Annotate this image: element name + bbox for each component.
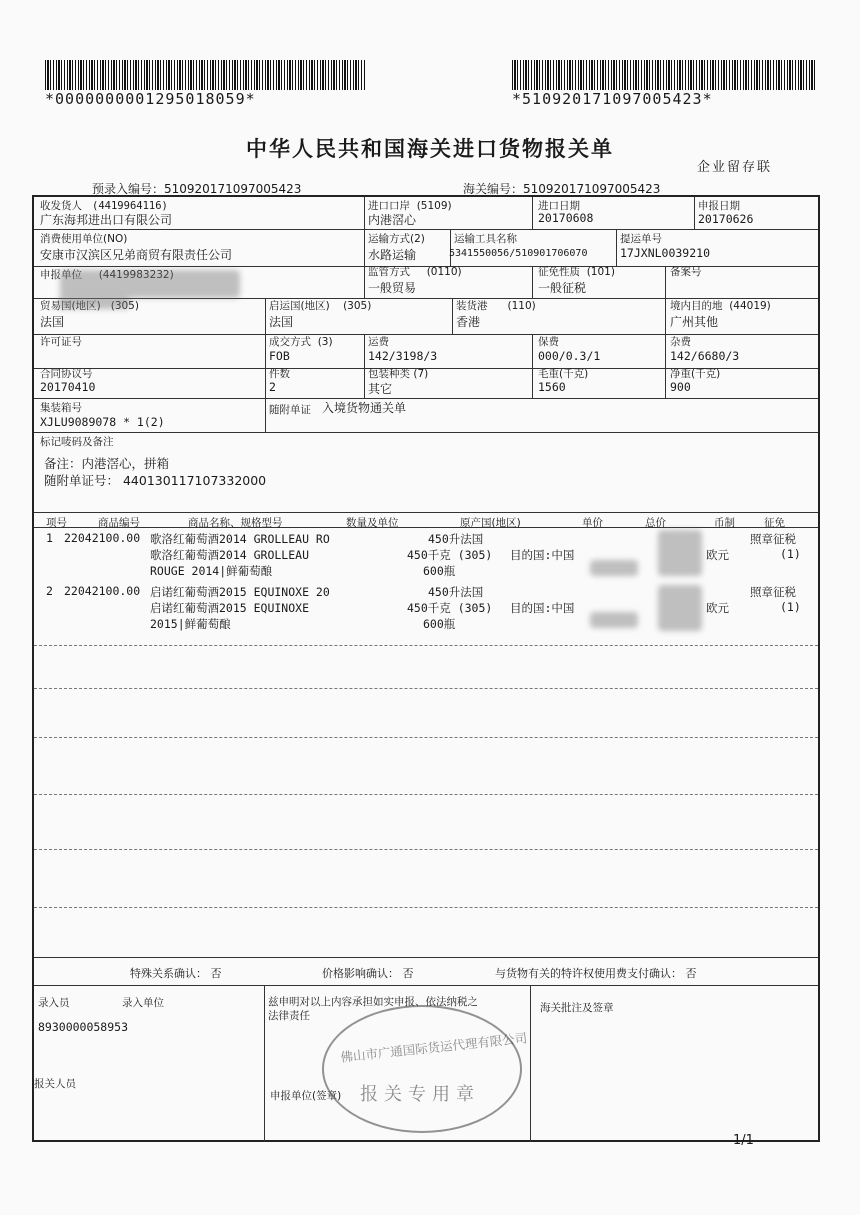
statement-line1: 兹申明对以上内容承担如实申报、依法纳税之: [268, 996, 478, 1008]
goods-1-tax-code: (1): [780, 547, 801, 561]
goods-2-tax: 照章征税: [750, 585, 796, 599]
redacted-goods-2-price: [590, 612, 638, 628]
special-relation-confirm: 特殊关系确认： 否: [130, 967, 222, 980]
goods-2-tax-code: (1): [780, 600, 801, 614]
trade-terms-label: 成交方式 (3): [269, 336, 333, 348]
tax-nature-value: 一般征税: [538, 281, 587, 295]
customs-sign-label: 海关批注及签章: [540, 1002, 614, 1014]
goods-1-qty1: 450升法国: [428, 532, 484, 546]
goods-1-name2: 歌洛红葡萄酒2014 GROLLEAU: [150, 548, 310, 562]
goods-header-origin: 原产国(地区): [460, 517, 521, 529]
destination-label: 境内目的地 (44019): [670, 300, 771, 312]
package-type-label: 包装种类 (7): [368, 368, 429, 380]
import-date-value: 20170608: [538, 211, 594, 225]
price-influence-confirm: 价格影响确认： 否: [322, 967, 414, 980]
bill-no-value: 17JXNL0039210: [620, 246, 711, 260]
goods-header-code: 商品编号: [98, 517, 140, 529]
departure-country-label: 启运国(地区) (305): [269, 300, 372, 312]
goods-header-no: 项号: [46, 517, 67, 529]
barcode-right-number: *510920171097005423*: [512, 90, 713, 108]
goods-header-tax: 征免: [764, 517, 785, 529]
declarant-label: 报关人员: [34, 1078, 76, 1090]
misc-fee-label: 杂费: [670, 336, 691, 348]
attached-docs-label: 随附单证: [269, 404, 311, 416]
packages-value: 2: [269, 380, 276, 394]
attached-docs-value: 入境货物通关单: [322, 401, 407, 415]
page-number: 1/1: [733, 1133, 754, 1148]
origin-country-label: 贸易国(地区) (305): [40, 300, 139, 312]
entry-number: 8930000058953: [38, 1020, 129, 1034]
entry-unit-label: 录入单位: [122, 997, 164, 1009]
entry-person-label: 录入员: [38, 997, 70, 1009]
goods-header-total: 总价: [645, 517, 666, 529]
royalty-confirm: 与货物有关的特许权使用费支付确认： 否: [495, 967, 697, 980]
barcode-left-number: *0000000001295018059*: [45, 90, 256, 108]
goods-1-qty3: 600瓶: [423, 564, 456, 578]
record-no-label: 备案号: [670, 266, 702, 278]
insurance-value: 000/0.3/1: [538, 349, 601, 363]
marks-remark: 备注：内港滘心，拼箱: [44, 456, 170, 471]
document-title: 中华人民共和国海关进口货物报关单: [246, 137, 614, 161]
net-weight-value: 900: [670, 380, 691, 394]
net-weight-label: 净重(千克): [670, 368, 721, 380]
declare-date-value: 20170626: [698, 212, 754, 226]
import-port-label: 进口口岸 (5109): [368, 200, 452, 212]
package-type-value: 其它: [368, 382, 393, 396]
goods-header-price: 单价: [582, 517, 603, 529]
origin-country-value: 法国: [40, 315, 65, 329]
freight-label: 运费: [368, 336, 389, 348]
declare-unit-label: 申报单位(签章): [270, 1090, 342, 1102]
barcode-right: [512, 60, 817, 90]
transport-tool-value: 5341550056/510901706070: [449, 248, 588, 259]
goods-1-code: 22042100.00: [64, 531, 141, 545]
redacted-trade-country: [58, 297, 130, 309]
goods-2-dest: 目的国:中国: [510, 601, 575, 615]
transport-tool-label: 运输工具名称: [454, 233, 517, 245]
import-date-label: 进口日期: [538, 200, 580, 212]
misc-fee-value: 142/6680/3: [670, 349, 740, 363]
license-label: 许可证号: [40, 336, 82, 348]
redacted-goods-2-total: [658, 585, 702, 631]
goods-1-currency: 欧元: [706, 548, 729, 562]
contract-value: 20170410: [40, 380, 96, 394]
consignee-name: 广东海邦进出口有限公司: [40, 213, 173, 227]
insurance-label: 保费: [538, 336, 559, 348]
stamp-top-text: 佛山市广通国际货运代理有限公司: [339, 1030, 528, 1065]
goods-header-name: 商品名称、规格型号: [188, 517, 283, 529]
trade-terms-value: FOB: [269, 349, 290, 363]
container-label: 集装箱号: [40, 402, 82, 414]
loading-port-label: 装货港 (110): [456, 300, 536, 312]
goods-1-name3: ROUGE 2014|鲜葡萄酿: [150, 564, 273, 578]
goods-2-name1: 启诺红葡萄酒2015 EQUINOXE 20: [150, 585, 330, 599]
gross-weight-label: 毛重(千克): [538, 368, 589, 380]
consignee-label: 收发货人 (4419964116): [40, 200, 168, 212]
gross-weight-value: 1560: [538, 380, 566, 394]
goods-2-code: 22042100.00: [64, 584, 141, 598]
goods-1-dest: 目的国:中国: [510, 548, 575, 562]
customs-broker-stamp: [322, 1005, 522, 1133]
goods-2-no: 2: [46, 584, 53, 598]
goods-1-no: 1: [46, 531, 53, 545]
destination-value: 广州其他: [670, 315, 719, 329]
statement-line2: 法律责任: [268, 1010, 310, 1022]
stamp-center-text: 报关专用章: [360, 1084, 480, 1105]
customs-number: 海关编号：510920171097005423: [463, 182, 661, 196]
goods-2-qty1: 450升法国: [428, 585, 484, 599]
redacted-declarer: [60, 270, 240, 298]
consumer-label: 消费使用单位(NO): [40, 233, 128, 245]
goods-2-name3: 2015|鲜葡萄酿: [150, 617, 231, 631]
goods-2-currency: 欧元: [706, 601, 729, 615]
barcode-left: [45, 60, 365, 90]
redacted-goods-1-total: [658, 530, 702, 576]
packages-label: 件数: [269, 368, 290, 380]
import-port-value: 内港滘心: [368, 213, 417, 227]
supervision-label: 监管方式 (0110): [368, 266, 462, 278]
transport-mode-value: 水路运输: [368, 248, 417, 262]
goods-header-currency: 币制: [714, 517, 735, 529]
goods-2-name2: 启诺红葡萄酒2015 EQUINOXE: [150, 601, 310, 615]
tax-nature-label: 征免性质 (101): [538, 266, 615, 278]
pre-entry-number: 预录入编号：510920171097005423: [92, 182, 302, 196]
consumer-value: 安康市汉滨区兄弟商贸有限责任公司: [40, 248, 233, 262]
loading-port-value: 香港: [456, 315, 481, 329]
redacted-goods-1-price: [590, 560, 638, 576]
goods-2-qty3: 600瓶: [423, 617, 456, 631]
marks-cert: 随附单证号： 440130117107332000: [44, 473, 267, 488]
contract-label: 合同协议号: [40, 368, 93, 380]
transport-mode-label: 运输方式(2): [368, 233, 425, 245]
declare-date-label: 申报日期: [698, 200, 740, 212]
freight-value: 142/3198/3: [368, 349, 438, 363]
goods-1-qty2: 450千克 (305): [407, 548, 493, 562]
supervision-value: 一般贸易: [368, 281, 417, 295]
declarer-label: 申报单位 (4419983232): [40, 269, 174, 281]
departure-country-value: 法国: [269, 315, 294, 329]
goods-header-qty: 数量及单位: [346, 517, 399, 529]
goods-1-tax: 照章征税: [750, 532, 796, 546]
goods-1-name1: 歌洛红葡萄酒2014 GROLLEAU RO: [150, 532, 330, 546]
goods-2-qty2: 450千克 (305): [407, 601, 493, 615]
copy-label: 企业留存联: [697, 160, 773, 175]
bill-no-label: 提运单号: [620, 233, 662, 245]
container-value: XJLU9089078 * 1(2): [40, 415, 165, 429]
marks-label: 标记唛码及备注: [40, 436, 114, 448]
